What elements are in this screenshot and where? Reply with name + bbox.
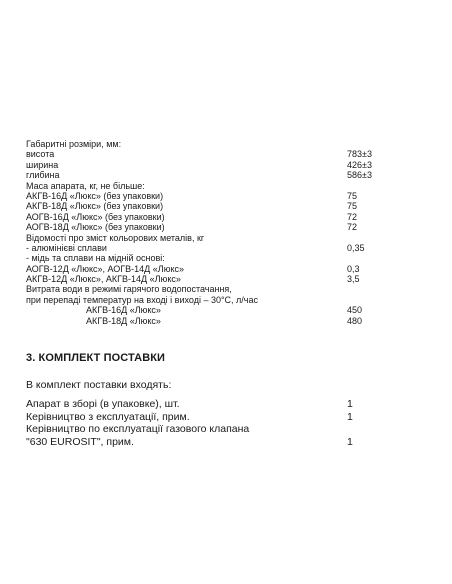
spec-row: [26, 149, 426, 159]
spec-row: [26, 139, 426, 149]
specifications-table: [26, 139, 426, 326]
supply-items: [26, 398, 426, 449]
spec-row: [26, 316, 426, 326]
spec-row: [26, 295, 426, 305]
spec-label: АКГВ-18Д «Люкс»: [86, 315, 161, 326]
spec-label: АКГВ-16Д «Люкс»: [86, 305, 161, 316]
spec-value: 783±3: [347, 149, 372, 160]
spec-row: [26, 243, 426, 253]
spec-value: 480: [347, 315, 363, 326]
spec-label: Відомості про зміст кольорових металів, кг: [26, 232, 205, 243]
spec-label: - алюмінієві сплави: [26, 242, 107, 253]
spec-row: [26, 170, 426, 180]
spec-label: АКГВ-18Д «Люкс» (без упаковки): [26, 201, 164, 212]
spec-row: [26, 305, 426, 315]
spec-row: [26, 253, 426, 263]
supply-list: [26, 379, 426, 449]
spec-value: 450: [347, 305, 363, 316]
spec-label: при перепаді температур на вході і виході – 30°С, л/час: [26, 294, 259, 305]
spec-label: Габаритні розміри, мм:: [26, 139, 122, 149]
supply-item: [26, 423, 426, 436]
spec-row: [26, 160, 426, 170]
spec-label: ширина: [26, 159, 59, 170]
supply-item: [26, 398, 426, 411]
spec-value: 75: [347, 201, 358, 212]
spec-label: АКГВ-16Д «Люкс» (без упаковки): [26, 190, 164, 201]
spec-value: 0,35: [347, 242, 365, 253]
spec-value: 75: [347, 190, 358, 201]
spec-value: 72: [347, 211, 358, 222]
spec-label: висота: [26, 149, 55, 160]
supply-item: [26, 411, 426, 424]
supply-item-quantity: 1: [347, 436, 353, 449]
spec-label: Витрата води в режимі гарячого водопостачання,: [26, 284, 232, 295]
section-title: 3. КОМПЛЕКТ ПОСТАВКИ: [26, 352, 166, 364]
supply-item-label: "630 EUROSIT", прим.: [26, 436, 134, 449]
supply-item-label: Апарат в зборі (в упаковке), шт.: [26, 398, 180, 410]
spec-label: АОГВ-12Д «Люкс», АОГВ-14Д «Люкс»: [26, 263, 184, 274]
spec-label: АОГВ-18Д «Люкс» (без упаковки): [26, 222, 165, 233]
supply-item-label: Керівництво по експлуатації газового клапана: [26, 423, 250, 436]
spec-value: 426±3: [347, 159, 372, 170]
spec-row: [26, 233, 426, 243]
supply-item-quantity: 1: [347, 410, 353, 423]
spec-label: АОГВ-16Д «Люкс» (без упаковки): [26, 211, 165, 222]
spec-value: 586±3: [347, 170, 372, 181]
spec-row: [26, 274, 426, 284]
spec-row: [26, 222, 426, 232]
spec-row: [26, 201, 426, 211]
spec-label: Маса апарата, кг, не більше:: [26, 180, 145, 191]
supply-item-label: Керівництво з експлуатації, прим.: [26, 410, 190, 423]
spec-value: 0,3: [347, 263, 360, 274]
spec-value: 3,5: [347, 274, 360, 285]
spec-row: [26, 284, 426, 294]
spec-label: глибина: [26, 170, 60, 181]
spec-label: АКГВ-12Д «Люкс», АКГВ-14Д «Люкс»: [26, 274, 181, 285]
spec-row: [26, 181, 426, 191]
spec-row: [26, 191, 426, 201]
supply-item: [26, 436, 426, 449]
spec-row: [26, 212, 426, 222]
spec-label: - мідь та сплави на мідній основі:: [26, 253, 165, 264]
supply-intro: В комплект поставки входять:: [26, 379, 172, 391]
supply-item-quantity: 1: [347, 398, 353, 410]
spec-row: [26, 264, 426, 274]
spec-value: 72: [347, 222, 358, 233]
